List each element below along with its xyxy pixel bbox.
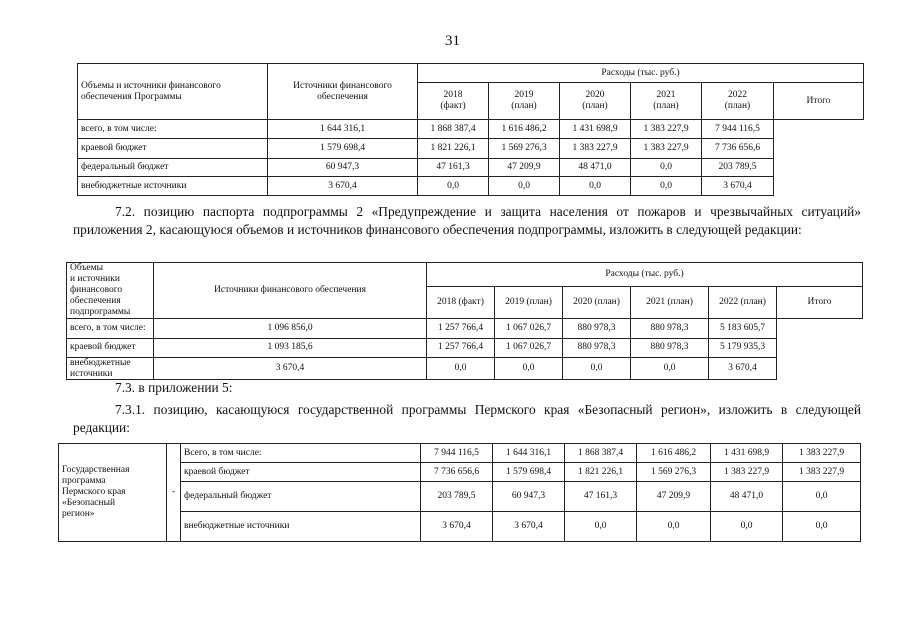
- amount-cell: 1 257 766,4: [427, 318, 495, 338]
- sources-header: Источники финансового обеспечения: [268, 64, 418, 120]
- source-label: внебюджетные источники: [67, 357, 154, 380]
- year-header: 2018 (факт): [418, 83, 489, 120]
- source-label: Всего, в том числе:: [181, 444, 421, 463]
- amount-cell: 1 257 766,4: [427, 338, 495, 357]
- table-row: [78, 159, 864, 177]
- year-header: 2019 (план): [489, 83, 560, 120]
- paragraph-7-3: 7.3. в приложении 5:: [115, 380, 233, 395]
- amount-cell: 1 616 486,2: [489, 120, 560, 139]
- amount-cell: 1 383 227,9: [560, 139, 631, 159]
- paragraph-7-2: 7.2. позицию паспорта подпрограммы 2 «Предупреждение и защита населения от пожаров и чрезвычайных ситуаций» приложения 2, касающуюся объемов и источников финансового обеспечения подпрограммы, изложить в следующей редакции:: [73, 204, 861, 237]
- source-label: федеральный бюджет: [78, 159, 268, 177]
- amount-cell: 0,0: [631, 177, 702, 196]
- amount-cell: 3 670,4: [702, 177, 774, 196]
- year-header: 2021 (план): [631, 83, 702, 120]
- amount-cell: 1 383 227,9: [631, 139, 702, 159]
- amount-cell: 7 944 116,5: [421, 444, 493, 463]
- amount-cell: 1 431 698,9: [711, 444, 783, 463]
- amount-cell: 47 161,3: [418, 159, 489, 177]
- table-row: [78, 177, 864, 196]
- year-header: Итого: [774, 83, 864, 120]
- amount-cell: 3 670,4: [421, 512, 493, 542]
- amount-cell: 1 644 316,1: [268, 120, 418, 139]
- amount-cell: 0,0: [711, 512, 783, 542]
- amount-cell: 1 868 387,4: [418, 120, 489, 139]
- amount-cell: 1 579 698,4: [268, 139, 418, 159]
- amount-cell: 880 978,3: [563, 338, 631, 357]
- page-number: 31: [445, 33, 460, 49]
- amount-cell: 47 161,3: [565, 482, 637, 512]
- amount-cell: 1 383 227,9: [631, 120, 702, 139]
- amount-cell: 0,0: [637, 512, 711, 542]
- amount-cell: 1 067 026,7: [495, 318, 563, 338]
- amount-cell: 0,0: [560, 177, 631, 196]
- amount-cell: 0,0: [489, 177, 560, 196]
- year-header: 2018 (факт): [427, 286, 495, 318]
- amount-cell: 3 670,4: [709, 357, 777, 380]
- amount-cell: 7 736 656,6: [702, 139, 774, 159]
- row-label-cell: Объемы и источники финансового обеспечения Программы: [78, 64, 268, 120]
- amount-cell: 3 670,4: [493, 512, 565, 542]
- amount-cell: 1 383 227,9: [783, 444, 861, 463]
- amount-cell: 48 471,0: [711, 482, 783, 512]
- source-label: всего, в том числе:: [67, 318, 154, 338]
- amount-cell: 1 067 026,7: [495, 338, 563, 357]
- amount-cell: 880 978,3: [631, 338, 709, 357]
- amount-cell: 60 947,3: [268, 159, 418, 177]
- amount-cell: 1 096 856,0: [154, 318, 427, 338]
- table-row: [67, 318, 863, 338]
- table-row: [67, 357, 863, 380]
- amount-cell: 5 179 935,3: [709, 338, 777, 357]
- year-header: 2019 (план): [495, 286, 563, 318]
- source-label: внебюджетные источники: [181, 512, 421, 542]
- year-header: 2020 (план): [563, 286, 631, 318]
- year-header: Итого: [777, 286, 863, 318]
- sources-header: Источники финансового обеспечения: [154, 263, 427, 319]
- amount-cell: 0,0: [427, 357, 495, 380]
- source-label: краевой бюджет: [181, 463, 421, 482]
- amount-cell: 1 868 387,4: [565, 444, 637, 463]
- amount-cell: 0,0: [783, 482, 861, 512]
- amount-cell: 0,0: [565, 512, 637, 542]
- amount-cell: 1 821 226,1: [565, 463, 637, 482]
- year-header: 2022 (план): [709, 286, 777, 318]
- amount-cell: 0,0: [783, 512, 861, 542]
- amount-cell: 1 644 316,1: [493, 444, 565, 463]
- amount-cell: 880 978,3: [563, 318, 631, 338]
- amount-cell: 203 789,5: [421, 482, 493, 512]
- source-label: федеральный бюджет: [181, 482, 421, 512]
- amount-cell: 0,0: [495, 357, 563, 380]
- amount-cell: 1 821 226,1: [418, 139, 489, 159]
- source-label: краевой бюджет: [67, 338, 154, 357]
- amount-cell: 60 947,3: [493, 482, 565, 512]
- amount-cell: 3 670,4: [154, 357, 427, 380]
- paragraph-7-3-1: 7.3.1. позицию, касающуюся государственной программы Пермского края «Безопасный регион», изложить в следующей редакции:: [73, 402, 861, 435]
- amount-cell: 1 431 698,9: [560, 120, 631, 139]
- amount-cell: 0,0: [563, 357, 631, 380]
- amount-cell: 0,0: [631, 357, 709, 380]
- state-program-table: [58, 443, 861, 542]
- amount-cell: 7 736 656,6: [421, 463, 493, 482]
- amount-cell: 47 209,9: [489, 159, 560, 177]
- row-label-cell: Государственная программа Пермского края «Безопасный регион»: [59, 444, 167, 542]
- amount-cell: 5 183 605,7: [709, 318, 777, 338]
- year-header: 2021 (план): [631, 286, 709, 318]
- table-row: [59, 444, 861, 463]
- year-header: 2022 (план): [702, 83, 774, 120]
- amount-cell: 1 569 276,3: [637, 463, 711, 482]
- amount-cell: 1 383 227,9: [783, 463, 861, 482]
- expenses-header: Расходы (тыс. руб.): [427, 263, 863, 287]
- amount-cell: 203 789,5: [702, 159, 774, 177]
- amount-cell: 1 616 486,2: [637, 444, 711, 463]
- program-funding-table: [77, 63, 864, 196]
- amount-cell: 7 944 116,5: [702, 120, 774, 139]
- amount-cell: 880 978,3: [631, 318, 709, 338]
- amount-cell: 47 209,9: [637, 482, 711, 512]
- table-row: [78, 120, 864, 139]
- source-label: внебюджетные источники: [78, 177, 268, 196]
- amount-cell: 1 569 276,3: [489, 139, 560, 159]
- amount-cell: 1 093 185,6: [154, 338, 427, 357]
- amount-cell: 1 579 698,4: [493, 463, 565, 482]
- table-row: [78, 139, 864, 159]
- amount-cell: 1 383 227,9: [711, 463, 783, 482]
- amount-cell: 0,0: [631, 159, 702, 177]
- expenses-header: Расходы (тыс. руб.): [418, 64, 864, 83]
- source-label: всего, в том числе:: [78, 120, 268, 139]
- subprogram-funding-table: [66, 262, 863, 380]
- row-label-cell: Объемы и источники финансового обеспечения подпрограммы: [67, 263, 154, 319]
- table-row: [67, 338, 863, 357]
- year-header: 2020 (план): [560, 83, 631, 120]
- source-label: краевой бюджет: [78, 139, 268, 159]
- amount-cell: 48 471,0: [560, 159, 631, 177]
- amount-cell: 0,0: [418, 177, 489, 196]
- dash-cell: -: [167, 444, 181, 542]
- amount-cell: 3 670,4: [268, 177, 418, 196]
